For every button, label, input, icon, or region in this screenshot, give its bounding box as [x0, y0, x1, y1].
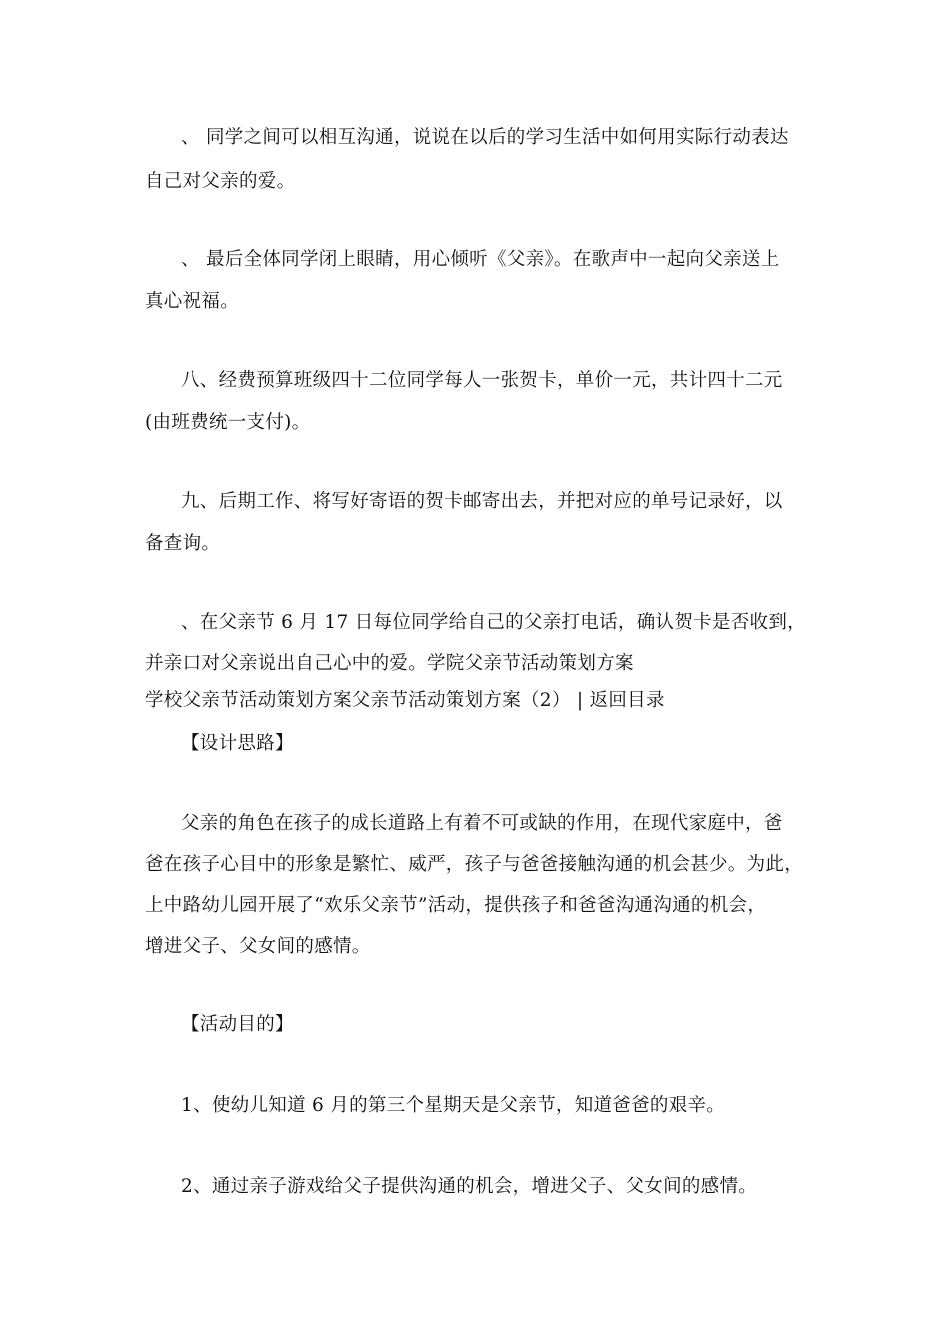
text-line: 父亲的角色在孩子的成长道路上有着不可或缺的作用，在现代家庭中，爸 — [181, 813, 783, 834]
text-line: 学校父亲节活动策划方案父亲节活动策划方案（2） | 返回目录 — [145, 690, 665, 711]
text-line: 、 同学之间可以相互沟通，说说在以后的学习生活中如何用实际行动表达 — [181, 127, 789, 148]
text-line: 爸在孩子心目中的形象是繁忙、威严，孩子与爸爸接触沟通的机会甚少。为此， — [145, 854, 804, 875]
text-line: 真心祝福。 — [145, 291, 240, 312]
text-line: 增进父子、父女间的感情。 — [145, 936, 371, 957]
text-line: 上中路幼儿园开展了“欢乐父亲节”活动，提供孩子和爸爸沟通沟通的机会， — [145, 895, 767, 916]
text-line: 八、经费预算班级四十二位同学每人一张贺卡，单价一元，共计四十二元 — [181, 370, 783, 391]
text-line: 、在父亲节 6 月 17 日每位同学给自己的父亲打电话，确认贺卡是否收到， — [181, 612, 806, 633]
text-line: 九、后期工作、将写好寄语的贺卡邮寄出去，并把对应的单号记录好，以 — [181, 491, 783, 512]
text-line: 并亲口对父亲说出自己心中的爱。学院父亲节活动策划方案 — [145, 653, 634, 674]
text-line: 、 最后全体同学闭上眼睛，用心倾听《父亲》。在歌声中一起向父亲送上 — [181, 249, 780, 270]
text-line: 2、通过亲子游戏给父子提供沟通的机会，增进父子、父女间的感情。 — [181, 1176, 758, 1197]
text-line: 1、使幼儿知道 6 月的第三个星期天是父亲节，知道爸爸的艰辛。 — [181, 1095, 726, 1116]
text-line: (由班费统一支付)。 — [145, 412, 311, 433]
text-line: 备查询。 — [145, 533, 221, 554]
section-heading: 【设计思路】 — [181, 733, 294, 754]
text-line: 自己对父亲的爱。 — [145, 171, 296, 192]
section-heading: 【活动目的】 — [181, 1014, 294, 1035]
